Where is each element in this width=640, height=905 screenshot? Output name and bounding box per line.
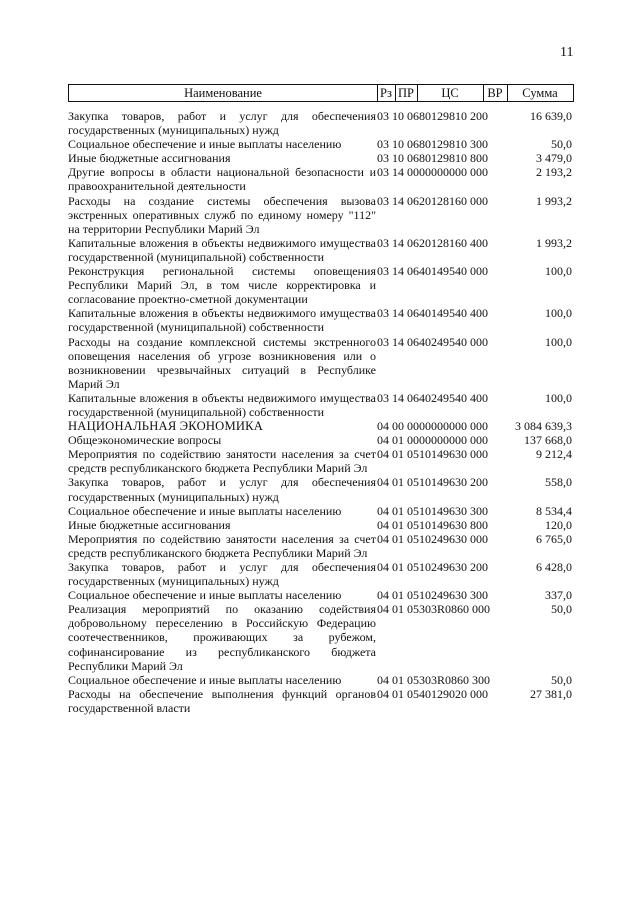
row-rz: 04: [377, 419, 389, 434]
row-sum: 100,0: [545, 306, 572, 321]
table-row: [68, 673, 574, 687]
row-codes: [377, 194, 488, 208]
row-name: Социальное обеспечение и иные выплаты населению: [68, 503, 342, 518]
row-rz: 03: [377, 193, 389, 208]
page-number: 11: [560, 45, 574, 60]
table-row: [68, 447, 574, 475]
row-rz: 03: [377, 151, 389, 166]
row-rz: 04: [377, 475, 389, 490]
row-codes: [377, 475, 488, 489]
row-name: Общеэкономические вопросы: [68, 433, 222, 448]
row-name: Другие вопросы в области национальной безопасности и правоохранительной деятельности: [68, 165, 376, 194]
row-pr: 14: [392, 193, 404, 208]
row-cs: 0640249540: [407, 390, 467, 405]
table-row: [68, 532, 574, 560]
row-name: Капитальные вложения в объекты недвижимого имущества государственной (муниципальной) собственности: [68, 235, 376, 264]
table-row: [68, 335, 574, 391]
table-row: [68, 602, 574, 672]
row-pr: 10: [392, 151, 404, 166]
row-name: Расходы на создание системы обеспечения вызова экстренных оперативных служб по единому номеру "112" на территории Республики Марий Эл: [68, 193, 376, 236]
row-cs: 0680129810: [407, 109, 467, 123]
row-cs: 0510149630: [407, 475, 467, 490]
row-cs: 0620128160: [407, 235, 467, 250]
row-sum: 27 381,0: [530, 686, 572, 701]
row-sum: 16 639,0: [530, 109, 572, 123]
header-cs: ЦС: [441, 86, 459, 100]
header-vr: ВР: [487, 86, 503, 100]
row-pr: 01: [392, 475, 404, 490]
row-vr: 300: [470, 137, 488, 152]
row-vr: 000: [470, 334, 488, 349]
row-codes: [377, 391, 488, 405]
row-pr: 14: [392, 334, 404, 349]
row-cs: 0510249630: [407, 560, 467, 574]
row-codes: [377, 532, 488, 546]
row-codes: [377, 560, 488, 574]
row-name: Реконструкция региональной системы оповещения Республики Марий Эл, в том числе корректировка и согласование проектно-сметной документации: [68, 264, 376, 307]
row-rz: 04: [377, 686, 389, 701]
row-vr: 300: [470, 503, 488, 518]
row-vr: 800: [470, 151, 488, 166]
row-sum: 50,0: [551, 672, 572, 687]
row-rz: 03: [377, 390, 389, 405]
row-rz: 04: [377, 517, 389, 532]
row-pr: 14: [392, 235, 404, 250]
row-vr: 300: [472, 672, 491, 687]
row-name: Иные бюджетные ассигнования: [68, 517, 231, 532]
row-name: Расходы на создание комплексной системы экстренного оповещения населения об угрозе возникновения или о возникновении чрезвычайных ситуаций в Республике Марий Эл: [68, 334, 376, 391]
table-row: [68, 194, 574, 236]
row-rz: 04: [377, 433, 389, 448]
row-sum: 6 765,0: [536, 531, 572, 546]
row-sum: 337,0: [545, 588, 572, 603]
row-codes: [377, 335, 488, 349]
table-row: [68, 165, 574, 193]
row-pr: 01: [392, 433, 404, 448]
row-rz: 03: [377, 235, 389, 250]
row-sum: 100,0: [545, 334, 572, 349]
row-rz: 04: [377, 588, 389, 603]
row-codes: [377, 518, 488, 532]
row-vr: 000: [470, 193, 488, 208]
table-row: [68, 560, 574, 588]
row-pr: 14: [392, 165, 404, 180]
row-pr: 14: [392, 390, 404, 405]
row-pr: 14: [392, 306, 404, 321]
row-pr: 01: [392, 672, 404, 687]
row-sum: 100,0: [545, 390, 572, 405]
row-cs: 05303R0860: [407, 602, 470, 617]
row-codes: [377, 137, 488, 151]
table-row: [68, 264, 574, 306]
table-row: [68, 306, 574, 334]
row-name: Закупка товаров, работ и услуг для обеспечения государственных (муниципальных) нужд: [68, 560, 376, 589]
row-cs: 0000000000: [407, 165, 467, 180]
row-rz: 03: [377, 306, 389, 321]
row-cs: 0510149630: [407, 447, 467, 462]
budget-table-body: [68, 109, 574, 715]
row-rz: 04: [377, 602, 389, 617]
row-sum: 9 212,4: [536, 447, 572, 462]
row-codes: [377, 687, 488, 701]
row-sum: 137 668,0: [524, 433, 572, 448]
row-pr: 01: [392, 503, 404, 518]
row-rz: 03: [377, 165, 389, 180]
row-vr: 000: [470, 686, 488, 701]
row-codes: [377, 165, 488, 179]
row-sum: 120,0: [545, 517, 572, 532]
row-name: Закупка товаров, работ и услуг для обеспечения государственных (муниципальных) нужд: [68, 475, 376, 504]
row-name: Закупка товаров, работ и услуг для обеспечения государственных (муниципальных) нужд: [68, 109, 376, 138]
row-vr: 400: [470, 390, 488, 405]
row-rz: 03: [377, 137, 389, 152]
table-row: [68, 518, 574, 532]
row-cs: 0510249630: [407, 588, 467, 603]
row-cs: 0640249540: [407, 334, 467, 349]
row-rz: 03: [377, 264, 389, 279]
table-row: [68, 391, 574, 419]
row-codes: [377, 419, 488, 433]
table-row: [68, 109, 574, 137]
row-vr: 400: [470, 306, 488, 321]
row-cs: 0640149540: [407, 264, 467, 279]
row-codes: [377, 109, 488, 123]
row-pr: 01: [392, 531, 404, 546]
row-name: Социальное обеспечение и иные выплаты населению: [68, 137, 342, 152]
row-codes: [377, 306, 488, 320]
row-vr: 000: [470, 419, 488, 434]
row-rz: 04: [377, 447, 389, 462]
row-name: Социальное обеспечение и иные выплаты населению: [68, 588, 342, 603]
table-row: [68, 687, 574, 715]
row-rz: 04: [377, 531, 389, 546]
row-cs: 0620128160: [407, 193, 467, 208]
row-cs: 0510149630: [407, 503, 467, 518]
row-pr: 01: [392, 447, 404, 462]
row-cs: 0540129020: [407, 686, 467, 701]
row-sum: 50,0: [551, 602, 572, 617]
row-vr: 400: [470, 235, 488, 250]
row-name: Социальное обеспечение и иные выплаты населению: [68, 672, 342, 687]
row-sum: 558,0: [545, 475, 572, 490]
row-rz: 03: [377, 334, 389, 349]
table-row: [68, 433, 574, 447]
row-sum: 50,0: [551, 137, 572, 152]
row-pr: 01: [392, 602, 404, 617]
row-cs: 0510249630: [407, 531, 467, 546]
row-sum: 2 193,2: [536, 165, 572, 180]
row-vr: 800: [470, 517, 488, 532]
row-cs: 0640149540: [407, 306, 467, 321]
row-vr: 000: [470, 433, 488, 448]
row-sum: 3 479,0: [536, 151, 572, 166]
row-name: Мероприятия по содействию занятости населения за счет средств республиканского бюджета Республики Марий Эл: [68, 531, 376, 560]
row-sum: 100,0: [545, 264, 572, 279]
table-row: [68, 236, 574, 264]
row-pr: 01: [392, 588, 404, 603]
header-sum: Сумма: [522, 86, 558, 100]
row-cs: 0000000000: [407, 419, 467, 434]
row-sum: 6 428,0: [536, 560, 572, 574]
row-cs: 0000000000: [407, 433, 467, 448]
row-name: Капитальные вложения в объекты недвижимого имущества государственной (муниципальной) собственности: [68, 306, 376, 335]
row-pr: 01: [392, 517, 404, 532]
row-vr: 000: [470, 531, 488, 546]
row-codes: [377, 673, 490, 687]
row-sum: 1 993,2: [536, 235, 572, 250]
row-codes: [377, 504, 488, 518]
row-name: Расходы на обеспечение выполнения функций органов государственной власти: [68, 686, 376, 715]
row-vr: 000: [470, 264, 488, 279]
row-rz: 04: [377, 672, 389, 687]
row-vr: 300: [470, 588, 488, 603]
header-name: Наименование: [184, 86, 262, 100]
row-codes: [377, 447, 488, 461]
row-cs: 0510149630: [407, 517, 467, 532]
header-pr: ПР: [398, 86, 414, 100]
row-vr: 000: [472, 602, 491, 617]
row-vr: 200: [470, 109, 488, 123]
row-vr: 200: [470, 560, 488, 574]
row-pr: 14: [392, 264, 404, 279]
row-pr: 01: [392, 686, 404, 701]
row-rz: 04: [377, 503, 389, 518]
table-row: [68, 588, 574, 602]
row-pr: 01: [392, 560, 404, 574]
row-codes: [377, 151, 488, 165]
row-sum: 1 993,2: [536, 193, 572, 208]
row-cs: 0680129810: [407, 137, 467, 152]
row-name: Реализация мероприятий по оказанию содействия добровольному переселению в Российскую Федерацию соотечественников, проживающих за рубежом, софинансирование из республиканского бюджета Республики Марий Эл: [68, 602, 376, 673]
row-name: Иные бюджетные ассигнования: [68, 151, 231, 166]
row-codes: [377, 588, 488, 602]
row-codes: [377, 433, 488, 447]
row-codes: [377, 236, 488, 250]
row-sum: 3 084 639,3: [515, 419, 572, 434]
header-rz: Рз: [380, 86, 392, 100]
row-pr: 10: [392, 137, 404, 152]
table-header: [68, 84, 574, 102]
row-vr: 000: [470, 165, 488, 180]
table-row: [68, 151, 574, 165]
row-codes: [377, 264, 488, 278]
row-name: Капитальные вложения в объекты недвижимого имущества государственной (муниципальной) собственности: [68, 390, 376, 419]
row-pr: 00: [392, 419, 404, 434]
row-cs: 0680129810: [407, 151, 467, 166]
row-pr: 10: [392, 109, 404, 123]
row-name: Мероприятия по содействию занятости населения за счет средств республиканского бюджета Республики Марий Эл: [68, 447, 376, 476]
table-row: [68, 137, 574, 151]
table-row: [68, 475, 574, 503]
row-vr: 000: [470, 447, 488, 462]
row-cs: 05303R0860: [407, 672, 470, 687]
row-rz: 03: [377, 109, 389, 123]
row-vr: 200: [470, 475, 488, 490]
section-row: [68, 419, 574, 433]
row-name: НАЦИОНАЛЬНАЯ ЭКОНОМИКА: [68, 419, 264, 434]
row-sum: 8 534,4: [536, 503, 572, 518]
table-row: [68, 504, 574, 518]
row-codes: [377, 602, 490, 616]
row-rz: 04: [377, 560, 389, 574]
